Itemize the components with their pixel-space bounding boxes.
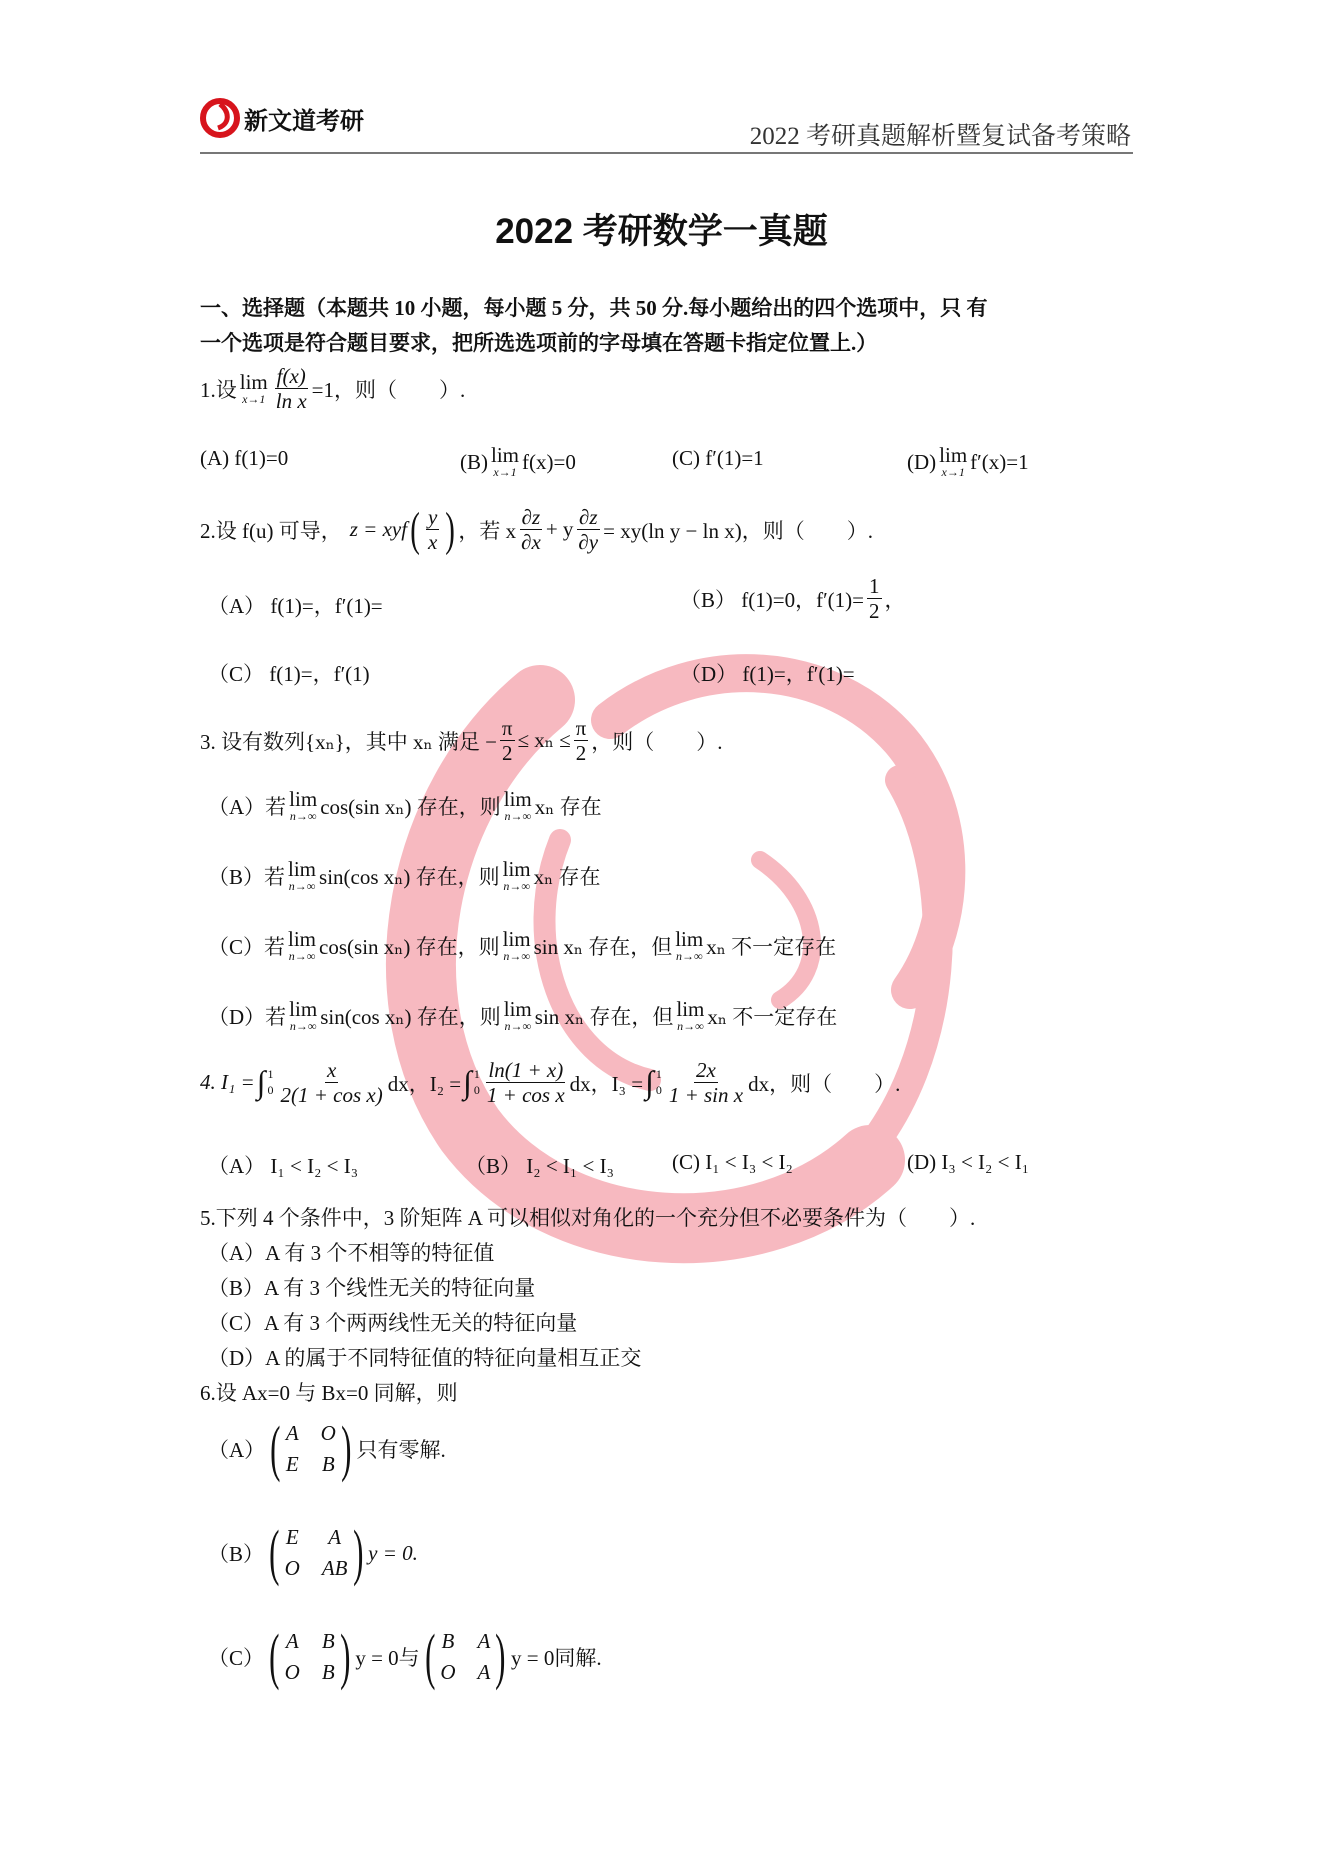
paren-left: ( [270, 1415, 281, 1483]
option-text: sin(cos xₙ) 存在，则 [319, 865, 500, 890]
matrix-cell: A [285, 1421, 299, 1445]
paren-right: ) [352, 1519, 363, 1587]
lim-op: lim [289, 787, 318, 811]
lim-sub: x→1 [493, 465, 517, 480]
denominator: 2(1 + cos x) [280, 1083, 383, 1108]
limit [503, 858, 531, 894]
numerator: ∂z [521, 504, 541, 529]
lim-sub: n→∞ [675, 949, 703, 964]
matrix-cell: O [440, 1660, 456, 1684]
matrix-cell: B [321, 1452, 335, 1476]
limit [288, 928, 316, 964]
option-text: （C）若 [208, 935, 286, 960]
q2-plus: + y [545, 517, 574, 541]
lower-limit: 0 [655, 1082, 662, 1097]
matrix-cell: O [284, 1556, 300, 1580]
denominator: 2 [575, 741, 587, 766]
q4-i3: dx，I₃ = [569, 1071, 644, 1096]
lim-sub: x→1 [242, 391, 266, 406]
option-end: ， [884, 587, 906, 612]
fraction [667, 1058, 745, 1107]
option-text: f(x)=0 [522, 449, 576, 474]
denominator: ∂y [578, 530, 599, 554]
option-text: （A）若 [208, 795, 287, 820]
matrix-cell: A [477, 1629, 491, 1653]
integral-limits [474, 1067, 480, 1098]
matrix-cell: O [320, 1421, 336, 1445]
option-text: y = 0同解. [510, 1646, 602, 1670]
option-label: (B) [460, 449, 488, 474]
q3-prefix: 3. 设有数列{xₙ}，其中 xₙ 满足 − [200, 729, 497, 754]
q6-option-c [208, 1623, 602, 1691]
q1-option-c: (C) f′(1)=1 [672, 446, 764, 470]
q3-option-c [208, 928, 836, 964]
lim-sub: n→∞ [504, 809, 532, 824]
question-3 [200, 716, 723, 765]
option-text: xₙ 不一定存在 [706, 935, 837, 960]
block-matrix [440, 1627, 490, 1687]
option-label: (D) [907, 449, 937, 474]
lim-sub: n→∞ [289, 809, 317, 824]
paren-left: ( [269, 1623, 280, 1691]
q4-option-d: (D) I₃ < I₂ < I₁ [907, 1150, 1030, 1174]
option-text: f′(x)=1 [970, 449, 1029, 474]
q2-option-d: （D） f(1)=，f′(1)= [680, 662, 855, 686]
q4-end: dx，则（ ）. [748, 1071, 901, 1096]
limit [504, 788, 532, 824]
option-text: xₙ 存在 [534, 795, 602, 820]
q2-z: z = xyf [349, 517, 408, 541]
block-matrix [286, 1419, 336, 1479]
lim-sub: n→∞ [288, 879, 316, 894]
lim-sub: n→∞ [503, 949, 530, 964]
q2-suffix: = xy(ln y − ln x)，则（ ）. [603, 518, 873, 543]
lim-sub: n→∞ [504, 1019, 532, 1034]
numerator: x [326, 1058, 337, 1082]
page-title: 2022 考研数学一真题 [495, 212, 828, 251]
lim-op: lim [676, 997, 705, 1021]
lim-sub: n→∞ [503, 879, 530, 894]
denominator: ln x [275, 389, 307, 414]
fraction [519, 505, 543, 554]
q4-option-a: （A） I₁ < I₂ < I₃ [208, 1154, 359, 1178]
q6-option-a [208, 1415, 446, 1483]
fraction [867, 574, 882, 623]
integral-sign: ∫ [463, 1064, 472, 1101]
paren-left: ( [269, 1519, 280, 1587]
lim-op: lim [288, 927, 317, 951]
q2-option-b [680, 574, 906, 623]
lower-limit: 0 [473, 1082, 480, 1097]
fraction [274, 364, 309, 413]
fraction [278, 1058, 384, 1107]
q5-option-b: （B）A 有 3 个线性无关的特征向量 [208, 1276, 536, 1300]
q3-option-d [208, 998, 837, 1034]
paren-right: ) [339, 1623, 351, 1691]
lim-op: lim [239, 369, 268, 394]
matrix-cell: A [285, 1629, 299, 1653]
q1-suffix: =1，则（ ）. [311, 377, 466, 402]
q4-i1: 4. I₁ = [200, 1070, 255, 1095]
q4-option-b: （B） I₂ < I₁ < I₃ [465, 1154, 614, 1178]
fraction [485, 1058, 567, 1107]
q4-i2: dx，I₂ = [387, 1071, 462, 1096]
numerator: 1 [869, 574, 880, 598]
upper-limit: 1 [267, 1067, 274, 1082]
q1-prefix: 1.设 [200, 377, 237, 402]
denominator: x [428, 530, 438, 554]
matrix-cell: A [328, 1525, 342, 1549]
block-matrix [285, 1627, 335, 1687]
paren-left: ( [410, 503, 420, 556]
denominator: 1 + sin x [668, 1083, 744, 1108]
paren-right: ) [340, 1415, 352, 1483]
q4-option-c: (C) I₁ < I₃ < I₂ [672, 1150, 793, 1174]
section-instructions-line1: 一、选择题（本题共 10 小题，每小题 5 分，共 50 分.每小题给出的四个选项中，只 有 [200, 296, 988, 320]
matrix-cell: E [285, 1525, 299, 1549]
limit [240, 371, 268, 407]
limit [939, 444, 967, 480]
integral-sign: ∫ [645, 1064, 654, 1101]
q2-mid: ，若 x [458, 518, 517, 543]
numerator: y [428, 504, 438, 529]
q2-option-a: （A） f(1)=，f′(1)= [208, 594, 383, 618]
lim-op: lim [503, 997, 532, 1021]
paren-right: ) [445, 503, 456, 556]
numerator: π [501, 716, 513, 740]
q6-option-b [208, 1519, 418, 1587]
matrix-cell: B [321, 1660, 335, 1684]
lim-sub: n→∞ [289, 1019, 317, 1034]
option-text: 只有零解. [356, 1438, 446, 1462]
lim-op: lim [288, 857, 317, 881]
option-text: sin(cos xₙ) 存在，则 [320, 1005, 501, 1030]
question-5: 5.下列 4 个条件中，3 阶矩阵 A 可以相似对角化的一个充分但不必要条件为（ ）. [200, 1206, 976, 1230]
option-label: （C） [208, 1646, 265, 1670]
option-text: y = 0与 [355, 1646, 420, 1670]
option-text: cos(sin xₙ) 存在，则 [319, 935, 500, 960]
limit [289, 788, 317, 824]
q1-option-d [907, 444, 1029, 480]
limit [289, 998, 317, 1034]
limit [504, 998, 532, 1034]
numerator: 2x [696, 1058, 716, 1082]
matrix-cell: O [284, 1660, 300, 1684]
block-matrix [285, 1523, 348, 1583]
lim-op: lim [502, 927, 531, 951]
q3-option-b [208, 858, 600, 894]
matrix-cell: A [477, 1660, 491, 1684]
fraction [426, 505, 439, 554]
lim-op: lim [502, 857, 531, 881]
section-instructions-line2: 一个选项是符合题目要求，把所选选项前的字母填在答题卡指定位置上.） [200, 331, 878, 355]
limit [491, 444, 519, 480]
option-text: y = 0. [368, 1540, 418, 1565]
fraction [574, 716, 589, 765]
lim-sub: x→1 [941, 465, 965, 480]
numerator: π [575, 716, 587, 740]
lim-sub: n→∞ [677, 1019, 704, 1034]
question-6: 6.设 Ax=0 与 Bx=0 同解，则 [200, 1381, 458, 1405]
matrix-cell: B [321, 1629, 335, 1653]
question-1 [200, 364, 465, 413]
q2-option-c: （C） f(1)=，f′(1) [208, 662, 370, 686]
option-text: sin xₙ 存在，但 [534, 1005, 674, 1030]
lim-op: lim [675, 927, 704, 951]
logo-text: 新文道考研 [244, 106, 364, 135]
q1-option-b [460, 444, 576, 480]
lim-op: lim [503, 787, 532, 811]
q5-option-c: （C）A 有 3 个两两线性无关的特征向量 [208, 1311, 578, 1335]
option-text: xₙ 不一定存在 [707, 1005, 838, 1030]
q5-option-a: （A）A 有 3 个不相等的特征值 [208, 1241, 495, 1265]
upper-limit: 1 [473, 1067, 480, 1082]
option-text: （D）若 [208, 1005, 287, 1030]
option-text: xₙ 存在 [533, 865, 601, 890]
document-header-title: 2022 考研真题解析暨复试备考策略 [749, 123, 1131, 150]
numerator: ∂z [578, 504, 598, 529]
option-text: sin xₙ 存在，但 [533, 935, 673, 960]
option-label: （A） [208, 1438, 266, 1462]
numerator: f(x) [276, 364, 306, 388]
denominator: 1 + cos x [486, 1083, 565, 1108]
limit [676, 998, 704, 1034]
integral-limits [656, 1067, 662, 1098]
lower-limit: 0 [267, 1082, 274, 1097]
matrix-cell: E [285, 1452, 299, 1476]
paren-left: ( [424, 1623, 436, 1691]
fraction [500, 716, 515, 765]
integral-limits [267, 1067, 273, 1098]
matrix-cell: B [441, 1629, 455, 1653]
question-2 [200, 502, 873, 557]
lim-sub: n→∞ [288, 949, 316, 964]
numerator: ln(1 + x) [488, 1058, 564, 1082]
integral-sign: ∫ [256, 1064, 266, 1101]
lim-op: lim [491, 443, 520, 467]
q3-mid: ≤ xₙ ≤ [517, 728, 571, 753]
option-text: （B） f(1)=0，f′(1)= [680, 587, 864, 612]
limit [288, 858, 316, 894]
denominator: 2 [869, 599, 880, 624]
paren-right: ) [495, 1623, 506, 1691]
matrix-cell: AB [321, 1556, 348, 1580]
lim-op: lim [939, 443, 968, 467]
q3-suffix: ，则（ ）. [591, 729, 723, 754]
limit [503, 928, 531, 964]
limit [675, 928, 703, 964]
denominator: 2 [501, 741, 513, 766]
logo-icon [200, 98, 240, 138]
option-text: （B）若 [208, 865, 286, 890]
q2-prefix: 2.设 f(u) 可导， [200, 518, 342, 543]
fraction [576, 505, 600, 554]
logo [200, 98, 364, 138]
q5-option-d: （D）A 的属于不同特征值的特征向量相互正交 [208, 1346, 642, 1370]
denominator: ∂x [521, 530, 541, 554]
q1-option-a: (A) f(1)=0 [200, 446, 289, 470]
option-text: cos(sin xₙ) 存在，则 [320, 795, 501, 820]
lim-op: lim [289, 997, 318, 1021]
q3-option-a [208, 788, 602, 824]
upper-limit: 1 [655, 1067, 662, 1082]
header-rule [200, 152, 1133, 154]
option-label: （B） [208, 1542, 265, 1566]
question-4 [200, 1058, 900, 1107]
